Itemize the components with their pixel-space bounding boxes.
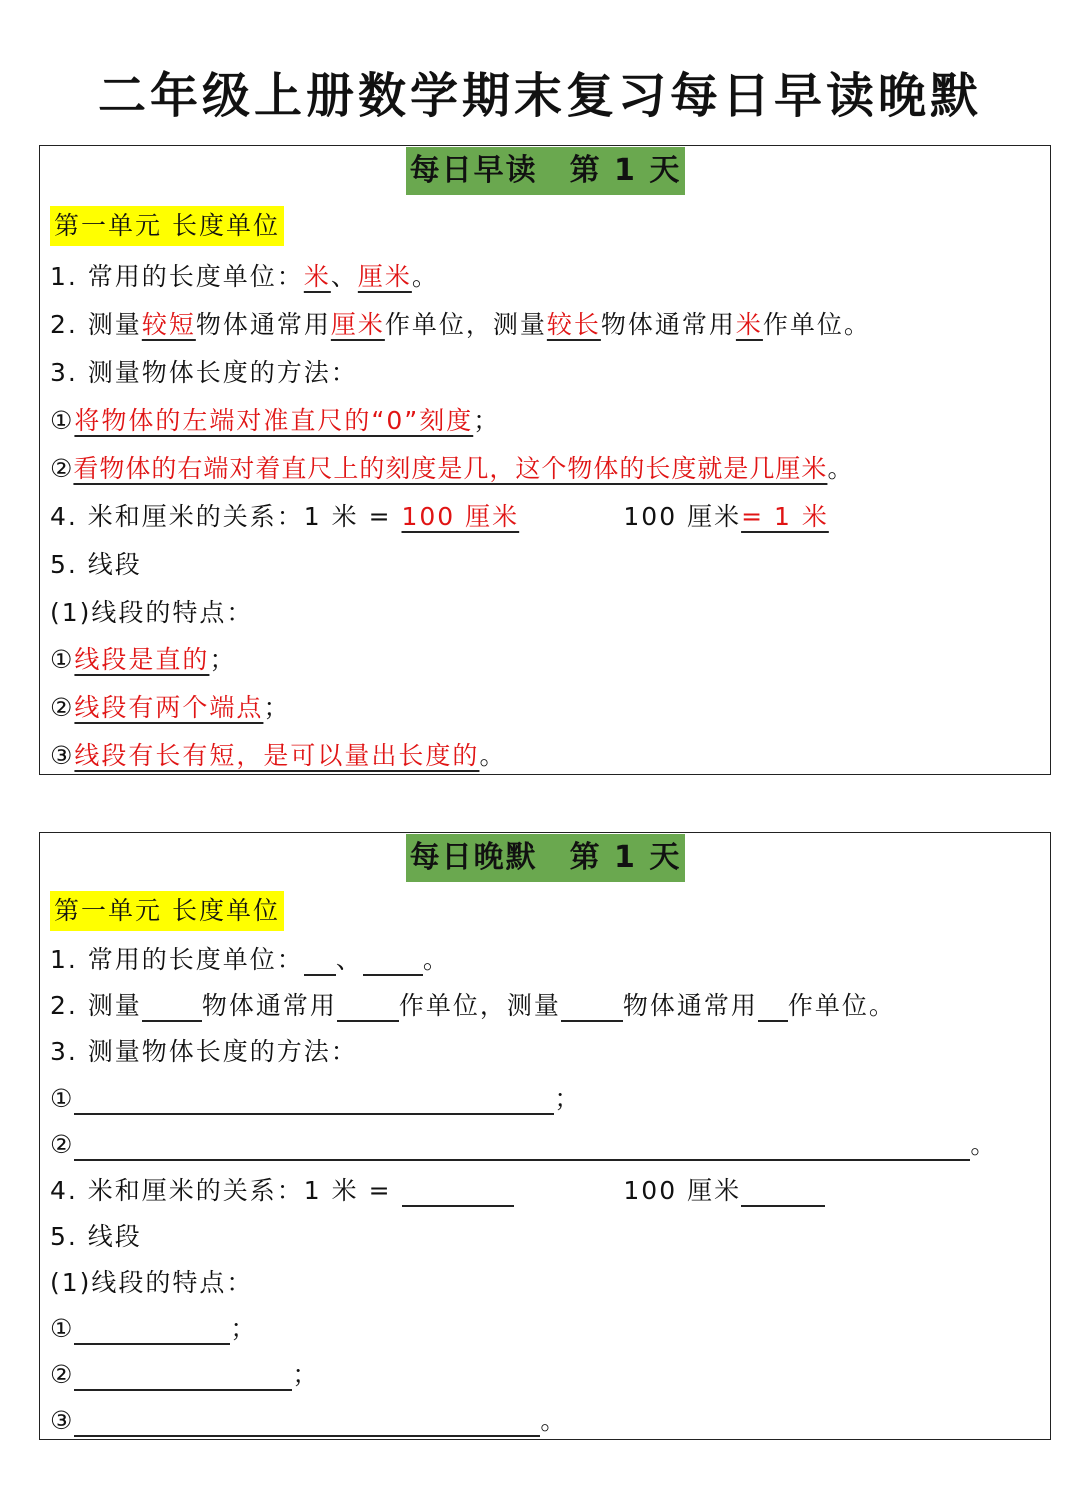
answer: 较短 <box>141 310 196 339</box>
blank[interactable] <box>74 1129 970 1161</box>
unit-title: 第一单元 长度单位 <box>50 891 284 931</box>
unit-title: 第一单元 长度单位 <box>50 206 284 246</box>
text: 作单位，测量 <box>384 310 547 339</box>
text: 4. 米和厘米的关系：1 米 = <box>50 1176 392 1205</box>
answer: = 1 米 <box>741 502 829 531</box>
item-1 <box>50 257 439 297</box>
item-3-1 <box>50 401 500 441</box>
item-5-1: (1)线段的特点： <box>50 598 254 627</box>
text: ； <box>554 1084 582 1113</box>
number: ② <box>50 693 75 722</box>
blank[interactable] <box>304 944 336 976</box>
unit-line <box>50 891 284 931</box>
blank[interactable] <box>74 1313 230 1345</box>
number: ② <box>50 1360 75 1389</box>
text: 作单位。 <box>787 991 896 1020</box>
blank[interactable] <box>74 1083 554 1115</box>
text: 。 <box>827 454 854 483</box>
unit-line <box>50 206 284 246</box>
text: 100 厘米 <box>623 502 742 531</box>
item-3-2 <box>50 449 853 489</box>
text: 2. 测量 <box>50 991 142 1020</box>
feature-1 <box>50 640 236 680</box>
blank[interactable] <box>74 1405 540 1437</box>
item-5: 5. 线段 <box>50 550 142 579</box>
text: 2. 测量 <box>50 310 142 339</box>
number: ① <box>50 1084 75 1113</box>
feature-1[interactable] <box>50 1309 257 1349</box>
text: 。 <box>411 262 439 291</box>
item-4 <box>50 497 829 537</box>
answer: 米 <box>303 262 331 291</box>
text: 、 <box>335 945 363 974</box>
item-2 <box>50 305 871 345</box>
text: 。 <box>479 741 507 770</box>
answer: 较长 <box>546 310 601 339</box>
answer: 将物体的左端对准直尺的“0”刻度 <box>74 406 474 435</box>
page-title: 二年级上册数学期末复习每日早读晚默 <box>97 68 982 124</box>
number: ② <box>50 454 74 483</box>
item-4[interactable] <box>50 1171 825 1211</box>
answer: 线段是直的 <box>74 645 210 674</box>
text: 物体通常用 <box>201 991 337 1020</box>
number: ① <box>50 1314 75 1343</box>
text: 物体通常用 <box>195 310 331 339</box>
blank[interactable] <box>561 990 623 1022</box>
blank[interactable] <box>363 944 423 976</box>
blank[interactable] <box>402 1175 514 1207</box>
text: ； <box>209 645 237 674</box>
text: 作单位，测量 <box>398 991 561 1020</box>
item-5-1: (1)线段的特点： <box>50 1268 254 1297</box>
item-3-1[interactable] <box>50 1079 581 1119</box>
text: ； <box>230 1314 258 1343</box>
evening-header: 每日晚默 第 1 天 <box>406 834 685 882</box>
text: 物体通常用 <box>622 991 758 1020</box>
number: ③ <box>50 741 75 770</box>
text: 100 厘米 <box>623 1176 742 1205</box>
answer: 厘米 <box>357 262 412 291</box>
answer: 线段有两个端点 <box>74 693 264 722</box>
item-3: 3. 测量物体长度的方法： <box>50 1037 358 1066</box>
text: 作单位。 <box>762 310 871 339</box>
item-3-2[interactable] <box>50 1125 997 1165</box>
blank[interactable] <box>142 990 202 1022</box>
text: 4. 米和厘米的关系：1 米 = <box>50 502 392 531</box>
answer: 线段有长有短，是可以量出长度的 <box>74 741 480 770</box>
morning-header: 每日早读 第 1 天 <box>406 147 685 195</box>
answer: 米 <box>735 310 763 339</box>
text: ； <box>473 406 501 435</box>
answer: 看物体的右端对着直尺上的刻度是几，这个物体的长度就是几厘米 <box>73 454 828 483</box>
feature-2[interactable] <box>50 1355 319 1395</box>
item-1[interactable] <box>50 940 450 980</box>
text: 。 <box>422 945 450 974</box>
text: 物体通常用 <box>600 310 736 339</box>
text: 。 <box>970 1130 998 1159</box>
item-2[interactable] <box>50 986 896 1026</box>
text: ； <box>263 693 291 722</box>
blank[interactable] <box>741 1175 825 1207</box>
feature-3 <box>50 736 506 776</box>
number: ① <box>50 645 75 674</box>
text: ； <box>292 1360 320 1389</box>
text: 、 <box>330 262 358 291</box>
number: ① <box>50 406 75 435</box>
morning-reading-box <box>39 145 1051 775</box>
number: ② <box>50 1130 75 1159</box>
evening-recall-box <box>39 832 1051 1440</box>
feature-3[interactable] <box>50 1401 567 1441</box>
blank[interactable] <box>758 990 788 1022</box>
text: 1. 常用的长度单位： <box>50 262 304 291</box>
item-3: 3. 测量物体长度的方法： <box>50 358 358 387</box>
text: 1. 常用的长度单位： <box>50 945 304 974</box>
text: 。 <box>540 1406 568 1435</box>
blank[interactable] <box>337 990 399 1022</box>
answer: 厘米 <box>330 310 385 339</box>
answer: 100 厘米 <box>401 502 520 531</box>
blank[interactable] <box>74 1359 292 1391</box>
number: ③ <box>50 1406 75 1435</box>
item-5: 5. 线段 <box>50 1222 142 1251</box>
feature-2 <box>50 688 290 728</box>
